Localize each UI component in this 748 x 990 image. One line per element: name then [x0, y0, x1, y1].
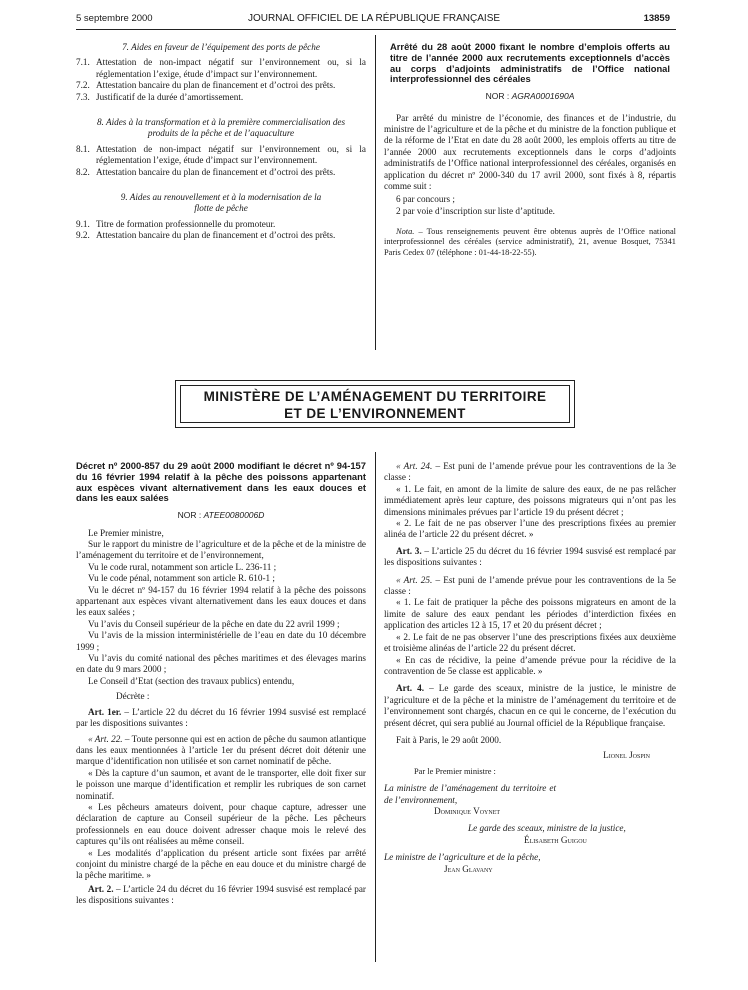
decree-title: Décret nº 2000-857 du 29 août 2000 modifiant le décret nº 94-157 du 16 février 1994 relatif à la pêche des poissons appartenant aux espèces vivant alternativement dans les eaux douces et dans les eaux salées [76, 460, 366, 504]
arrete-item-1: 6 par concours ; [396, 194, 455, 205]
article-24-para: « 1. Le fait, en amont de la limite de salure des eaux, de ne pas relâcher immédiatement après leur capture, des poissons migrateurs qui n’ont pas les dimensions minimales prévues par l’article 19 du présent décret ; [384, 483, 676, 517]
article-22-para: « Les modalités d’application du présent article sont fixées par arrêté conjoint du ministre chargé de la pêche en eau douce et du ministre chargé de la pêche maritime. » [76, 847, 366, 881]
article-2: Art. 2. – L’article 24 du décret du 16 février 1994 susvisé est remplacé par les dispositions suivantes : [76, 883, 366, 906]
decree-nor: NOR : ATEE0080006D [177, 510, 265, 521]
article-24: « Art. 24. – Est puni de l’amende prévue pour les contraventions de la 3e classe : [384, 461, 676, 483]
signatory-name: Dominique Voynet [434, 805, 501, 816]
visa-line: Le Premier ministre, [88, 527, 164, 538]
article-22-para: « Dès la capture d’un saumon, et avant de le transporter, elle doit fixer sur le poisson une marque d’identification et remplir les rubriques de son carnet nominatif. [76, 767, 366, 801]
signatory-pm: Lionel Jospin [603, 750, 650, 761]
column-divider-top [375, 35, 376, 350]
visa-line: Vu l’avis du Conseil supérieur de la pêche en date du 22 avril 1999 ; [88, 618, 340, 629]
signatory-title: Le garde des sceaux, ministre de la justice, [468, 823, 626, 834]
header-rule [76, 29, 676, 30]
signatory-name: Élisabeth Guigou [524, 834, 587, 845]
visa-line: Vu le code pénal, notamment son article R. 610-1 ; [88, 573, 275, 584]
arrete-section [384, 42, 676, 258]
article-22-para: « Les pêcheurs amateurs doivent, pour chaque capture, adresser une déclaration de capture au Conseil supérieur de la pêche. Les pêcheurs professionnels en eau douce doivent adresser chaque mois le relevé des captures qu’ils ont réalisées au même conseil. [76, 801, 366, 847]
list-item: 7.2. Attestation bancaire du plan de financement et d’octroi des prêts. [76, 80, 336, 91]
article-22: « Art. 22. – Toute personne qui est en action de pêche du saumon atlantique dans les eaux mentionnées à l’article 1er du présent décret doit détenir une marque d’identification non utilisée et son carnet nominatif de pêche. [76, 733, 366, 767]
article-25-para: « 2. Le fait de ne pas observer l’une des prescriptions fixées aux deuxième et troisième alinéas de l’article 22 du présent décret. [384, 631, 676, 654]
signature-date: Fait à Paris, le 29 août 2000. [396, 734, 502, 745]
decree-left-column [76, 461, 366, 907]
article-25-para: « 1. Le fait de pratiquer la pêche des poissons migrateurs en amont de la limite de salure des eaux pendant les périodes d’interdiction fixées en application des articles 12 à 15, 17 et 20 du présent décret ; [384, 597, 676, 631]
arrete-title: Arrêté du 28 août 2000 fixant le nombre d’emplois offerts au titre de l’année 2000 aux recrutements exceptionnels d’accès au corps d’adjoints administratifs de l’Office national interprofessionnel des céréales [390, 41, 670, 85]
section-9-title: 9. Aides au renouvellement et à la modernisation de la flotte de pêche [120, 192, 322, 214]
signatory-name: Jean Glavany [444, 863, 493, 874]
visa-line: Vu le code rural, notamment son article L. 236-11 ; [88, 561, 277, 572]
list-item: 9.1. Titre de formation professionnelle du promoteur. [76, 218, 276, 229]
article-25-para: « En cas de récidive, la peine d’amende prévue pour la récidive de la contravention de 5e classe est applicable. » [384, 654, 676, 676]
header-date: 5 septembre 2000 [76, 13, 153, 24]
visa-line: Vu l’avis du comité national des pêches maritimes et des élevages marins en date du 9 mars 2000 ; [76, 653, 366, 675]
article-3: Art. 3. – L’article 25 du décret du 16 février 1994 susvisé est remplacé par les dispositions suivantes : [384, 545, 676, 568]
journal-title: JOURNAL OFFICIEL DE LA RÉPUBLIQUE FRANÇAISE [247, 13, 501, 24]
ministry-banner [175, 380, 575, 428]
list-item: 9.2. Attestation bancaire du plan de financement et d’octroi des prêts. [76, 230, 336, 241]
ministry-line-2: ET DE L’ENVIRONNEMENT [284, 406, 466, 421]
signatory-title: Le ministre de l’agriculture et de la pêche, [384, 852, 541, 863]
visa-line: Vu l’avis de la mission interministérielle de l’eau en date du 10 décembre 1999 ; [76, 630, 366, 652]
ministry-line-1: MINISTÈRE DE L’AMÉNAGEMENT DU TERRITOIRE [203, 389, 547, 404]
page-number: 13859 [643, 13, 670, 24]
arrete-note: Nota. – Tous renseignements peuvent être obtenus auprès de l’Office national interprofessionnel des céréales (service administratif), 21, avenue Bosquet, 75341 Paris Cedex 07 (téléphone : 01-44-18-22-55). [384, 227, 676, 257]
arrete-body: Par arrêté du ministre de l’économie, des finances et de l’industrie, du ministre de l’agriculture et de la pêche et du ministre de la fonction publique et de la réforme de l’Etat en date du 28 août 2000, les emplois offerts au titre de l’année 2000 aux recrutements exceptionnels dans le corps d’adjoints administratifs de l’Office national interprofessionnel des céréales, organisés en application du décret nº 2000-340 du 17 avril 2000, sont fixés à 8, répartis comme suit : [384, 112, 676, 192]
section-7-items [76, 57, 366, 103]
signature-mention: Par le Premier ministre : [414, 766, 496, 776]
section-7-title: 7. Aides en faveur de l’équipement des ports de pêche [122, 42, 320, 52]
arrete-item-2: 2 par voie d’inscription sur liste d’aptitude. [396, 205, 555, 216]
article-1: Art. 1er. – L’article 22 du décret du 16 février 1994 susvisé est remplacé par les dispositions suivantes : [76, 706, 366, 729]
decree-right-column [384, 461, 676, 875]
article-24-para: « 2. Le fait de ne pas observer l’une des prescriptions fixées au premier alinéa de l’article 22 du présent décret. » [384, 518, 676, 540]
decrete: Décrète : [116, 691, 150, 702]
list-item: 8.1. Attestation de non-impact négatif sur l’environnement ou, si la réglementation l’exige, étude d’impact sur l’environnement. [76, 143, 366, 166]
visa-line: Vu le décret nº 94-157 du 16 février 1994 relatif à la pêche des poissons appartenant aux espèces vivant alternativement dans les eaux douces et dans les eaux salées ; [76, 584, 366, 618]
list-item: 7.3. Justificatif de la durée d’amortissement. [76, 91, 244, 102]
signatory-title: La ministre de l’aménagement du territoire et de l’environnement, [384, 783, 556, 805]
section-8-title: 8. Aides à la transformation et à la première commercialisation des produits de la pêche et de l’aquaculture [96, 117, 346, 139]
list-item: 7.1. Attestation de non-impact négatif sur l’environnement ou, si la réglementation l’exige, étude d’impact sur l’environnement. [76, 57, 366, 79]
list-item: 8.2. Attestation bancaire du plan de financement et d’octroi des prêts. [76, 166, 336, 177]
visa-line: Sur le rapport du ministre de l’agriculture et de la pêche et de la ministre de l’aménagement du territoire et de l’environnement, [76, 539, 366, 561]
column-divider-bottom [375, 452, 376, 962]
article-25: « Art. 25. – Est puni de l’amende prévue pour les contraventions de la 5e classe : [384, 574, 676, 597]
article-4: Art. 4. – Le garde des sceaux, ministre de la justice, le ministre de l’agriculture et de la pêche et la ministre de l’aménagement du territoire et de l’environnement sont chargés, chacun en ce qui le concerne, de l’exécution du présent décret, qui sera publié au Journal officiel de la République française. [384, 683, 676, 728]
section-8-items [76, 144, 366, 178]
visa-line: Le Conseil d’Etat (section des travaux publics) entendu, [88, 675, 295, 686]
arrete-nor: NOR : AGRA0001690A [485, 91, 575, 102]
section-9-items [76, 219, 366, 242]
aid-documents-list [76, 42, 366, 242]
